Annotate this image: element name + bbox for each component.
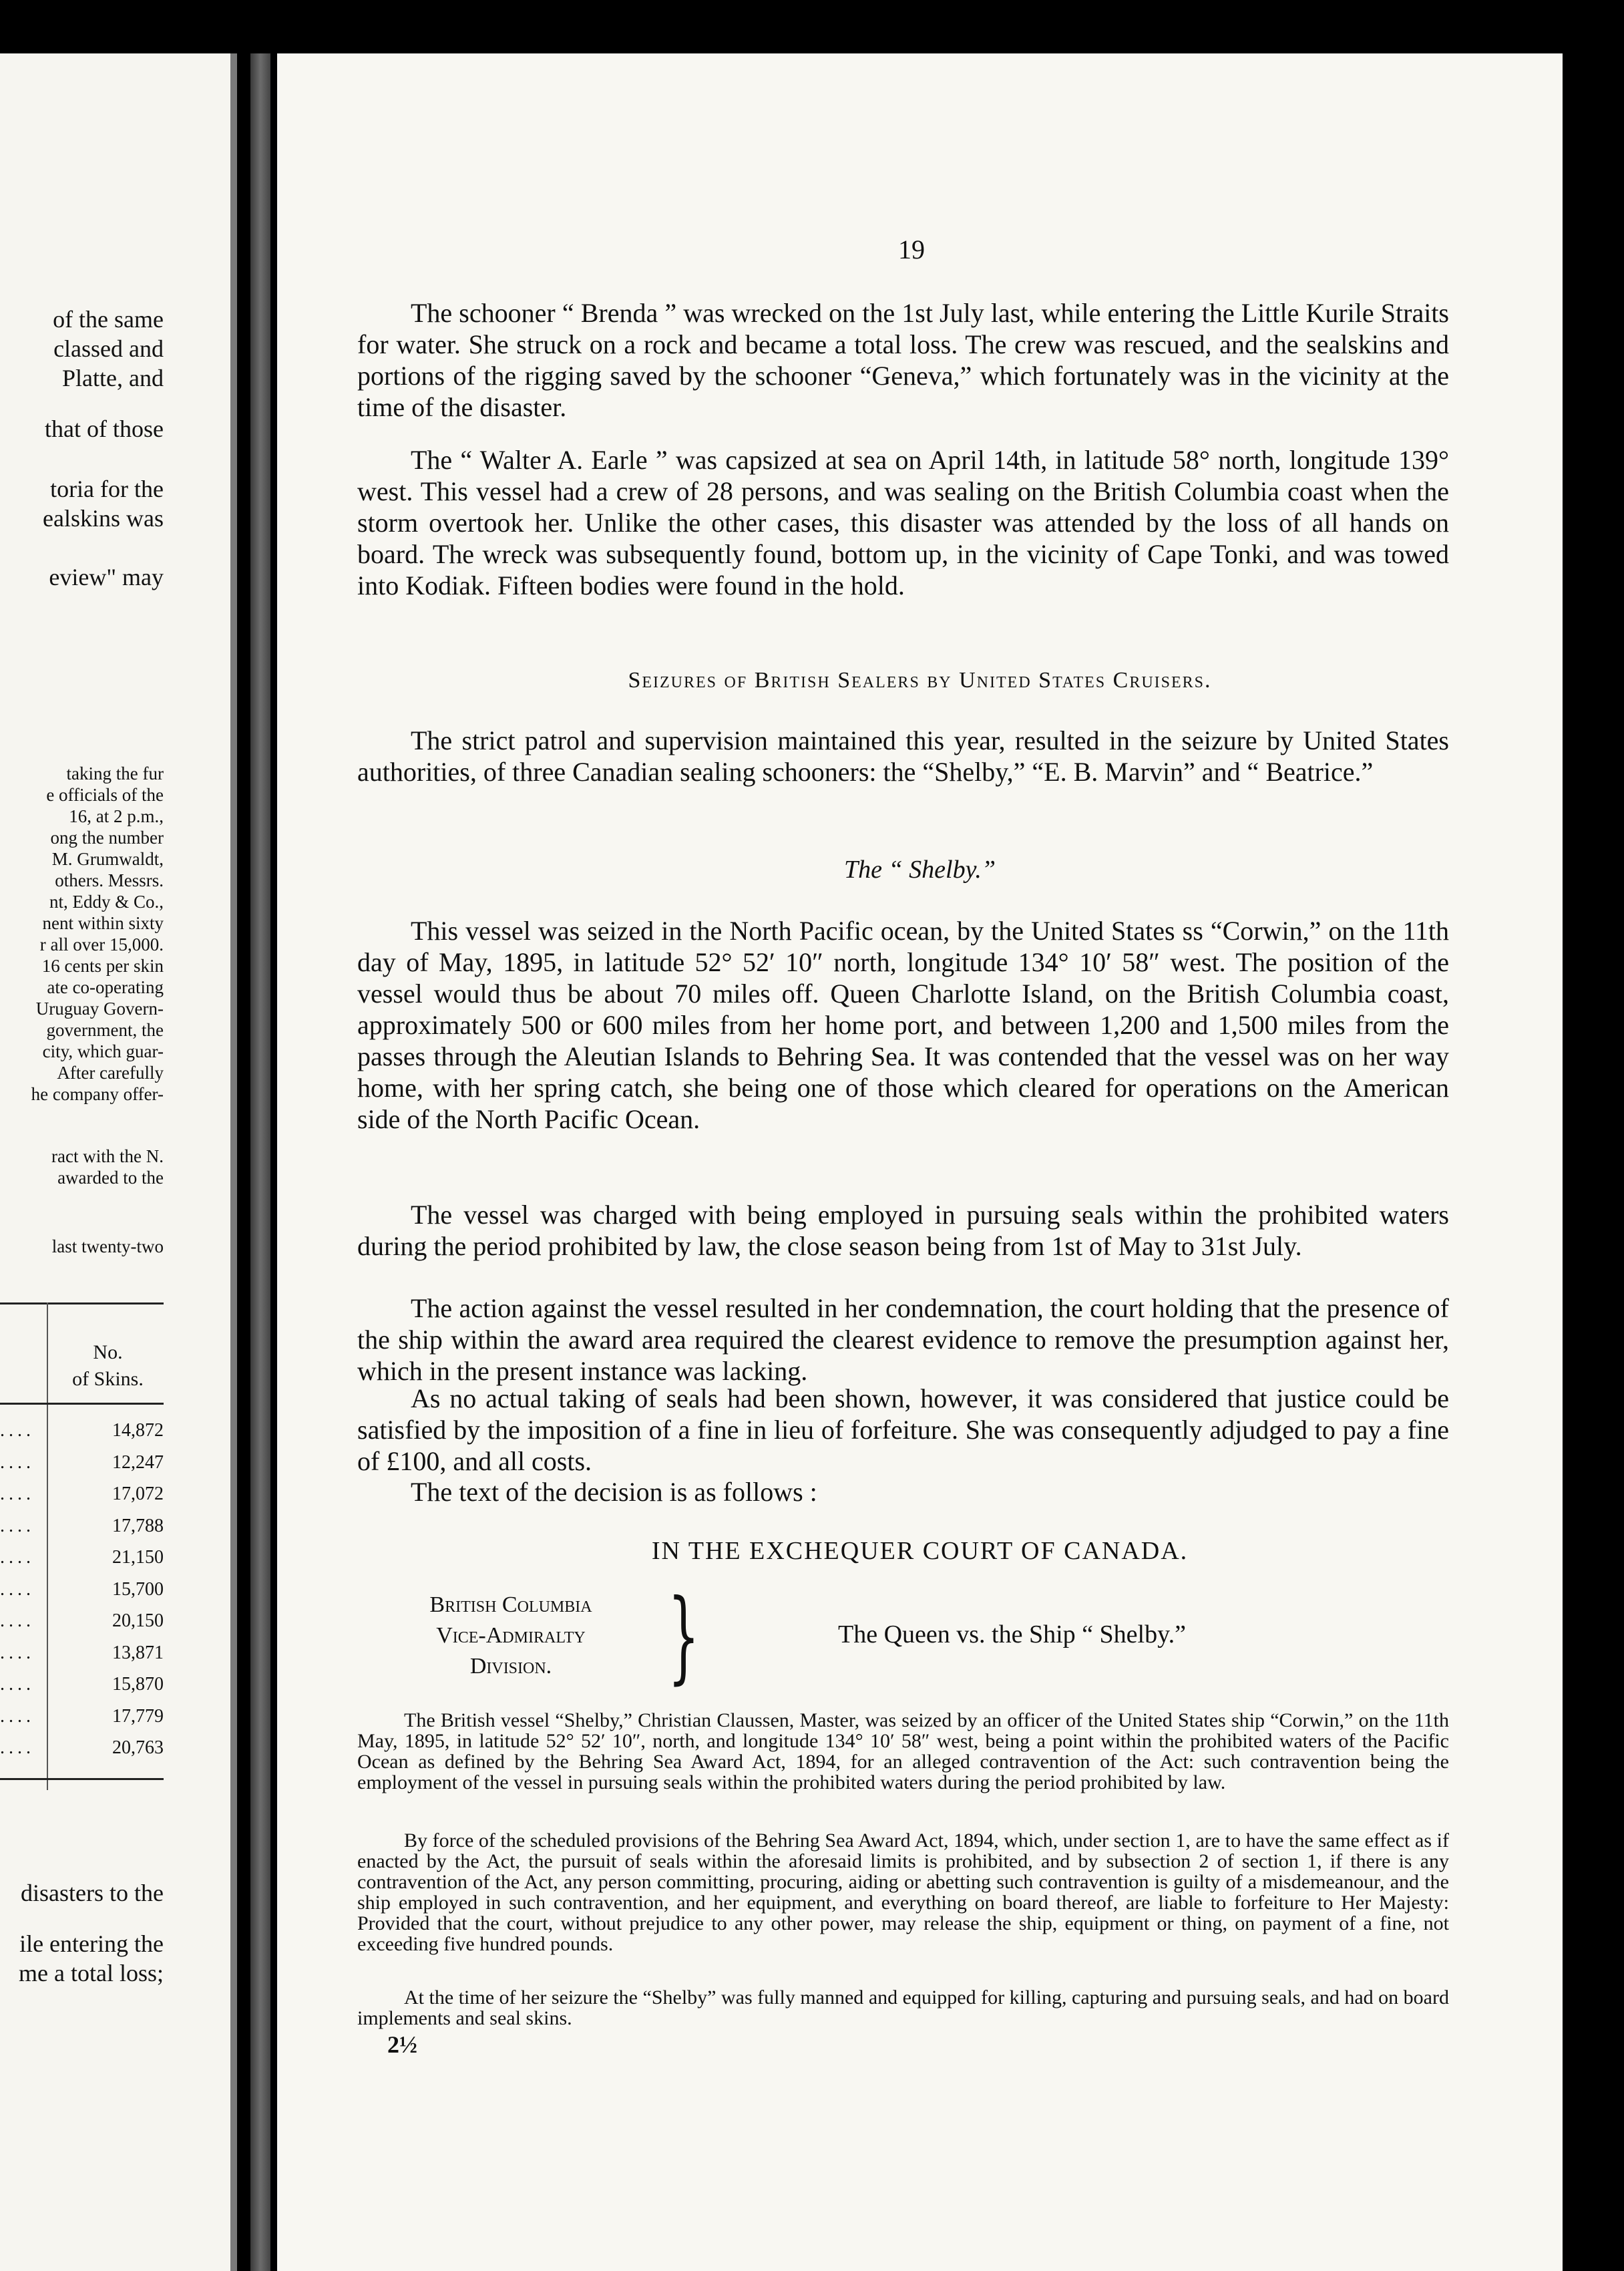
table-cell-skins: 14,872	[112, 1420, 164, 1441]
left-text-line: ate co-operating	[47, 977, 164, 997]
page-gutter	[230, 53, 237, 2271]
table-bottom-rule	[0, 1778, 164, 1780]
table-cell-skins: 17,779	[112, 1705, 164, 1727]
left-text-line: city, which guar-	[42, 1041, 164, 1061]
table-dot-leader: ....	[0, 1705, 35, 1727]
paragraph-decision-intro: The text of the decision is as follows :	[411, 1477, 817, 1507]
division-line: Division.	[469, 1654, 552, 1679]
left-text-line: awarded to the	[57, 1168, 164, 1188]
signature-mark: 2½	[387, 2031, 417, 2058]
table-dot-leader: ....	[0, 1420, 35, 1441]
left-text-line: classed and	[53, 335, 164, 362]
right-page	[277, 53, 1563, 2271]
table-cell-skins: 15,700	[112, 1578, 164, 1600]
left-text-line: government, the	[46, 1020, 164, 1040]
table-dot-leader: ....	[0, 1451, 35, 1473]
left-text-line: he company offer-	[31, 1084, 164, 1104]
table-header-rule	[0, 1403, 164, 1405]
left-text-line: eview" may	[49, 564, 164, 590]
decision-paragraph: At the time of her seizure the “Shelby” was fully manned and equipped for killing, capturing and pursuing seals, and had on board implements and seal skins.	[357, 1986, 1449, 2029]
decision-paragraph: The British vessel “Shelby,” Christian Claussen, Master, was seized by an officer of the United States ship “Corwin,” on the 11th May, 1895, in latitude 52° 52′ 10″, north, and longitude 134° 10′ 58″ west, being a point within the prohibited waters of the Pacific Ocean as defined by the Behring Sea Award Act, 1894, for an alleged contravention of the Act: such contravention being the employment of the vessel in pursuing seals within the prohibited waters during the period prohibited by law.	[357, 1709, 1449, 1793]
left-page	[0, 53, 237, 2271]
left-text-line: e officials of the	[46, 785, 164, 805]
left-text-line: nent within sixty	[42, 913, 164, 933]
book-spine	[250, 53, 270, 2271]
table-cell-skins: 20,763	[112, 1737, 164, 1758]
left-text-line: disasters to the	[21, 1880, 164, 1906]
division-line: British Columbia	[429, 1592, 592, 1617]
page-number: 19	[898, 234, 925, 265]
paragraph-patrol: The strict patrol and supervision maintained this year, resulted in the seizure by United States authorities, of three Canadian sealing schooners: the “Shelby,” “E. B. Marvin” and “ Beatrice.”	[357, 725, 1449, 787]
left-text-line: others. Messrs.	[55, 870, 164, 890]
left-text-line: ealskins was	[43, 505, 164, 532]
division-line: Vice-Admiralty	[436, 1623, 586, 1648]
table-dot-leader: ....	[0, 1737, 35, 1758]
left-text-line: me a total loss;	[19, 1960, 164, 1986]
table-cell-skins: 15,870	[112, 1674, 164, 1695]
brace-glyph: }	[668, 1578, 700, 1695]
table-cell-skins: 20,150	[112, 1610, 164, 1631]
table-column-rule	[47, 1302, 48, 1790]
table-header: of Skins.	[72, 1368, 144, 1390]
table-dot-leader: ....	[0, 1547, 35, 1568]
table-dot-leader: ....	[0, 1674, 35, 1695]
left-text-line: 16 cents per skin	[41, 956, 164, 976]
left-text-line: ile entering the	[19, 1930, 164, 1957]
left-text-line: Platte, and	[62, 365, 164, 391]
table-top-rule	[0, 1302, 164, 1304]
left-text-line: After carefully	[57, 1063, 164, 1083]
left-text-line: Uruguay Govern-	[35, 999, 164, 1019]
table-dot-leader: ....	[0, 1578, 35, 1600]
table-cell-skins: 21,150	[112, 1547, 164, 1568]
left-text-line: 16, at 2 p.m.,	[69, 806, 164, 826]
left-text-line: nt, Eddy & Co.,	[49, 892, 164, 912]
left-text-line: of the same	[53, 306, 164, 333]
table-header: No.	[93, 1341, 123, 1363]
subheading-shelby: The “ Shelby.”	[844, 856, 996, 884]
left-text-line: ract with the N.	[51, 1146, 164, 1166]
paragraph-fine: As no actual taking of seals had been shown, however, it was considered that justice could be satisfied by the imposition of a fine in lieu of forfeiture. She was consequently adjudged to pay a fine of £100, and all costs.	[357, 1383, 1449, 1476]
left-text-line: r all over 15,000.	[39, 934, 164, 954]
left-text-line: last twenty-two	[51, 1236, 164, 1256]
table-cell-skins: 17,072	[112, 1483, 164, 1504]
paragraph-brenda: The schooner “ Brenda ” was wrecked on the 1st July last, while entering the Little Kurile Straits for water. She struck on a rock and became a total loss. The crew was rescued, and the sealskins and portions of the rigging saved by the schooner “Geneva,” which fortunately was in the vicinity at the time of the disaster.	[357, 298, 1449, 422]
table-dot-leader: ....	[0, 1610, 35, 1631]
left-text-line: taking the fur	[66, 763, 164, 783]
paragraph-walter-earle: The “ Walter A. Earle ” was capsized at sea on April 14th, in latitude 58° north, longitude 139° west. This vessel had a crew of 28 persons, and was sealing on the British Columbia coast when the storm overtook her. Unlike the other cases, this disaster was attended by the loss of all hands on board. The wreck was subsequently found, bottom up, in the vicinity of Cape Tonki, and was towed into Kodiak. Fifteen bodies were found in the hold.	[357, 445, 1449, 600]
table-dot-leader: ....	[0, 1642, 35, 1663]
decision-paragraph: By force of the scheduled provisions of the Behring Sea Award Act, 1894, which, under section 1, are to have the same effect as if enacted by the Act, the pursuit of seals within the aforesaid limits is prohibited, and by subsection 2 of section 1, if there is any contravention of the Act, any person committing, procuring, aiding or abetting such contravention is guilty of a misdemeanour, and the ship employed in such contravention, and her equipment, and everything on board thereof, are liable to forfeiture to Her Majesty: Provided that the court, without prejudice to any other power, may release the ship, equipment or thing, on payment of a fine, not exceeding five hundred pounds.	[357, 1829, 1449, 1955]
table-dot-leader: ....	[0, 1515, 35, 1536]
paragraph-charge: The vessel was charged with being employed in pursuing seals within the prohibited waters during the period prohibited by law, the close season being from 1st of May to 31st July.	[357, 1200, 1449, 1261]
left-text-line: toria for the	[50, 476, 164, 502]
table-dot-leader: ....	[0, 1483, 35, 1504]
table-cell-skins: 17,788	[112, 1515, 164, 1536]
section-heading-seizures: Seizures of British Sealers by United States Cruisers.	[628, 668, 1212, 693]
paragraph-condemnation: The action against the vessel resulted in her condemnation, the court holding that the presence of the ship within the award area required the clearest evidence to remove the presumption against her, which in the present instance was lacking.	[357, 1293, 1449, 1386]
left-text-line: M. Grumwaldt,	[51, 849, 164, 869]
paragraph-shelby-seizure: This vessel was seized in the North Pacific ocean, by the United States ss “Corwin,” on the 11th day of May, 1895, in latitude 52° 52′ 10″ north, longitude 134° 10′ 58″ west. The position of the vessel would thus be about 70 miles off. Queen Charlotte Island, on the British Columbia coast, approximately 500 or 600 miles from her home port, and between 1,200 and 1,500 miles from the passes through the Aleutian Islands to Behring Sea. It was contended that the vessel was on her way home, with her spring catch, she being one of those which cleared for operations on the American side of the North Pacific Ocean.	[357, 916, 1449, 1134]
table-cell-skins: 13,871	[112, 1642, 164, 1663]
court-title: IN THE EXCHEQUER COURT OF CANADA.	[651, 1537, 1189, 1565]
left-text-line: that of those	[45, 415, 164, 442]
table-cell-skins: 12,247	[112, 1451, 164, 1473]
case-title: The Queen vs. the Ship “ Shelby.”	[838, 1620, 1186, 1648]
left-text-line: ong the number	[50, 828, 164, 848]
